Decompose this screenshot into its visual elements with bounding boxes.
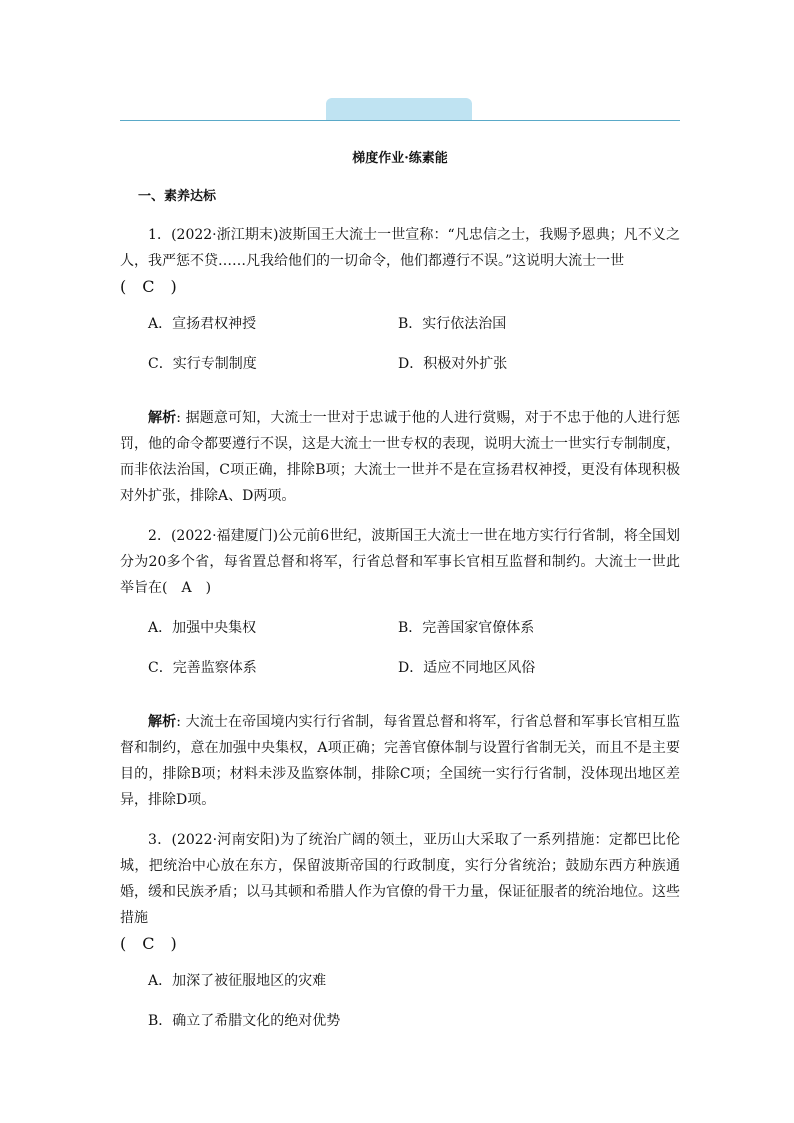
option-b: B．完善国家官僚体系 (398, 620, 535, 636)
question-3-options (148, 968, 680, 1048)
option-a: A．宣扬君权神授 (148, 316, 257, 332)
page-title: 梯度作业·练素能 (352, 151, 448, 166)
option-a: A．加强中央集权 (148, 620, 257, 636)
option-d: D．积极对外扩张 (398, 356, 508, 372)
question-2-options (148, 615, 680, 695)
question-2-stem: 2．(2022·福建厦门)公元前6世纪，波斯国王大流士一世在地方实行行省制，将全国划分为20多个省，每省置总督和将军，行省总督和军事长官相互监督和制约。大流士一世此举旨在( A ) (120, 528, 680, 596)
question-3 (120, 827, 680, 1048)
question-1-analysis (120, 405, 680, 509)
question-1-options (148, 311, 680, 391)
option-b: B．确立了希腊文化的绝对优势 (148, 1013, 341, 1029)
analysis-text: : 据题意可知，大流士一世对于忠诚于他的人进行赏赐，对于不忠于他的人进行惩罚，他的命令都要遵行不误，这是大流士一世专权的表现，说明大流士一世实行专制制度，而非依法治国，C项正确，排除B项；大流士一世并不是在宣扬君权神授，更没有体现积极对外扩张，排除A、D两项。 (120, 410, 680, 504)
question-2-analysis (120, 709, 680, 813)
question-2 (120, 523, 680, 813)
option-c: C．实行专制制度 (148, 356, 257, 372)
analysis-label: 解析 (148, 410, 177, 426)
question-3-answer: ( C ) (120, 934, 177, 953)
option-c: C．完善监察体系 (148, 660, 257, 676)
option-a: A．加深了被征服地区的灾难 (148, 973, 327, 989)
option-d: D．适应不同地区风俗 (398, 660, 536, 676)
question-3-stem: 3．(2022·河南安阳)为了统治广阔的领土，亚历山大采取了一系列措施：定都巴比伦城，把统治中心放在东方，保留波斯帝国的行政制度，实行分省统治；鼓励东西方种族通婚，缓和民族矛盾；以马其顿和希腊人作为官僚的骨干力量，保证征服者的统治地位。这些措施 (120, 832, 680, 926)
header-tab-decoration (326, 98, 472, 120)
question-1 (120, 222, 680, 509)
analysis-text: : 大流士在帝国境内实行行省制，每省置总督和将军，行省总督和军事长官相互监督和制约，意在加强中央集权，A项正确；完善官僚体制与设置行省制无关，而且不是主要目的，排除B项；材料未涉及监察体制，排除C项；全国统一实行行省制，没体现出地区差异，排除D项。 (120, 714, 680, 808)
analysis-label: 解析 (148, 714, 177, 730)
header-divider (120, 120, 680, 121)
question-1-stem: 1．(2022·浙江期末)波斯国王大流士一世宣称：“凡忠信之士，我赐予恩典；凡不义之人，我严惩不贷……凡我给他们的一切命令，他们都遵行不误。”这说明大流士一世 (120, 227, 680, 269)
worksheet-page (120, 150, 680, 1062)
question-1-answer: ( C ) (120, 277, 177, 296)
option-b: B．实行依法治国 (398, 316, 507, 332)
section-heading: 一、素养达标 (138, 189, 217, 204)
